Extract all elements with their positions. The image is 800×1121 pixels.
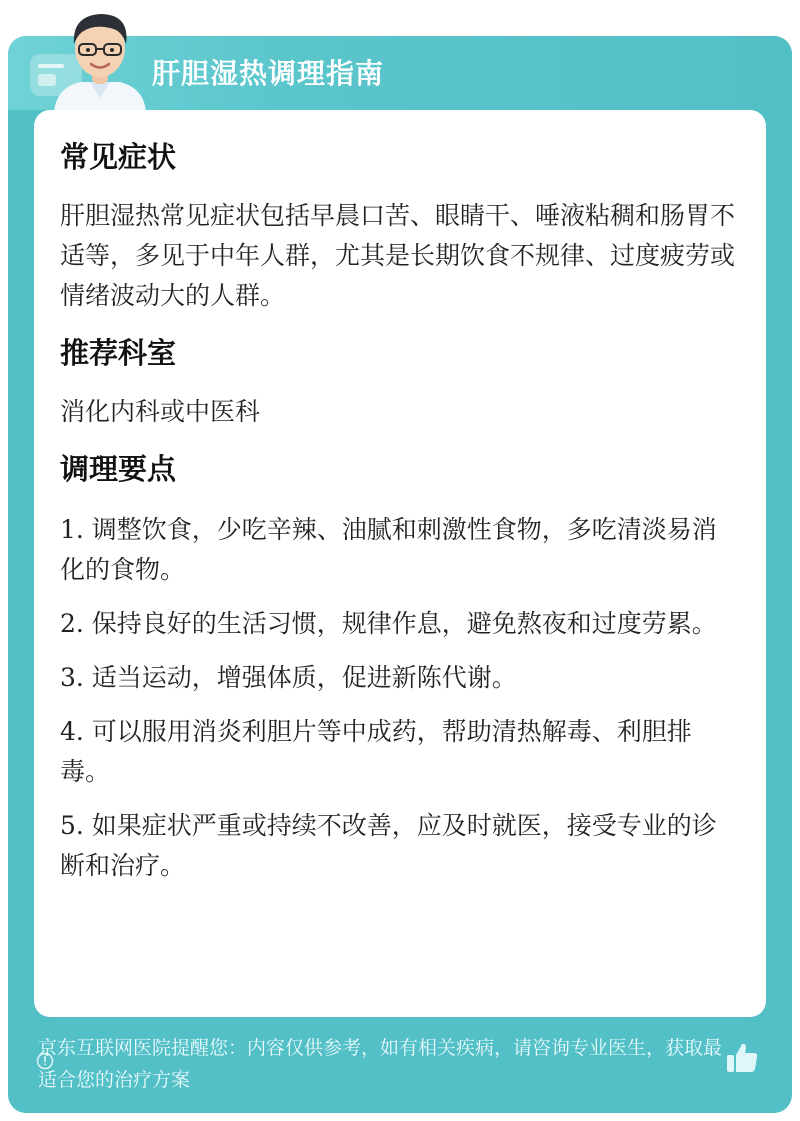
symptoms-text: 肝胆湿热常见症状包括早晨口苦、眼睛干、唾液粘稠和肠胃不适等，多见于中年人群，尤其是长期饮食不规律、过度疲劳或情绪波动大的人群。: [60, 201, 736, 310]
care-item-text: 保持良好的生活习惯，规律作息，避免熬夜和过度劳累。: [83, 609, 717, 638]
care-item: [60, 510, 740, 590]
care-item-text: 调整饮食，少吃辛辣、油腻和刺激性食物，多吃清淡易消化的食物。: [60, 515, 717, 584]
care-item-text: 可以服用消炎利胆片等中成药，帮助清热解毒、利胆排毒。: [60, 717, 692, 786]
care-item: [60, 712, 740, 792]
disclaimer-text: 京东互联网医院提醒您：内容仅供参考，如有相关疾病，请咨询专业医生，获取最适合您的治疗方案: [38, 1037, 723, 1091]
guide-content: [60, 136, 740, 900]
care-item: [60, 658, 740, 698]
page-title: 肝胆湿热调理指南: [152, 57, 385, 90]
thumbs-up-icon[interactable]: [724, 1040, 760, 1076]
department-heading: 推荐科室: [60, 336, 177, 370]
care-item-number: 1.: [60, 515, 84, 544]
content-card: [34, 110, 766, 1017]
care-item-number: 5.: [60, 811, 84, 840]
care-item: [60, 604, 740, 644]
care-item: [60, 806, 740, 886]
care-item-number: 3.: [60, 663, 84, 692]
care-heading: 调理要点: [60, 452, 177, 486]
care-list: [60, 510, 740, 886]
care-item-text: 如果症状严重或持续不改善，应及时就医，接受专业的诊断和治疗。: [60, 811, 717, 880]
care-item-number: 2.: [60, 609, 84, 638]
care-item-number: 4.: [60, 717, 84, 746]
symptoms-heading: 常见症状: [60, 140, 177, 174]
department-text: 消化内科或中医科: [60, 397, 261, 426]
doctor-avatar: [44, 4, 156, 112]
care-item-text: 适当运动，增强体质，促进新陈代谢。: [83, 663, 517, 692]
